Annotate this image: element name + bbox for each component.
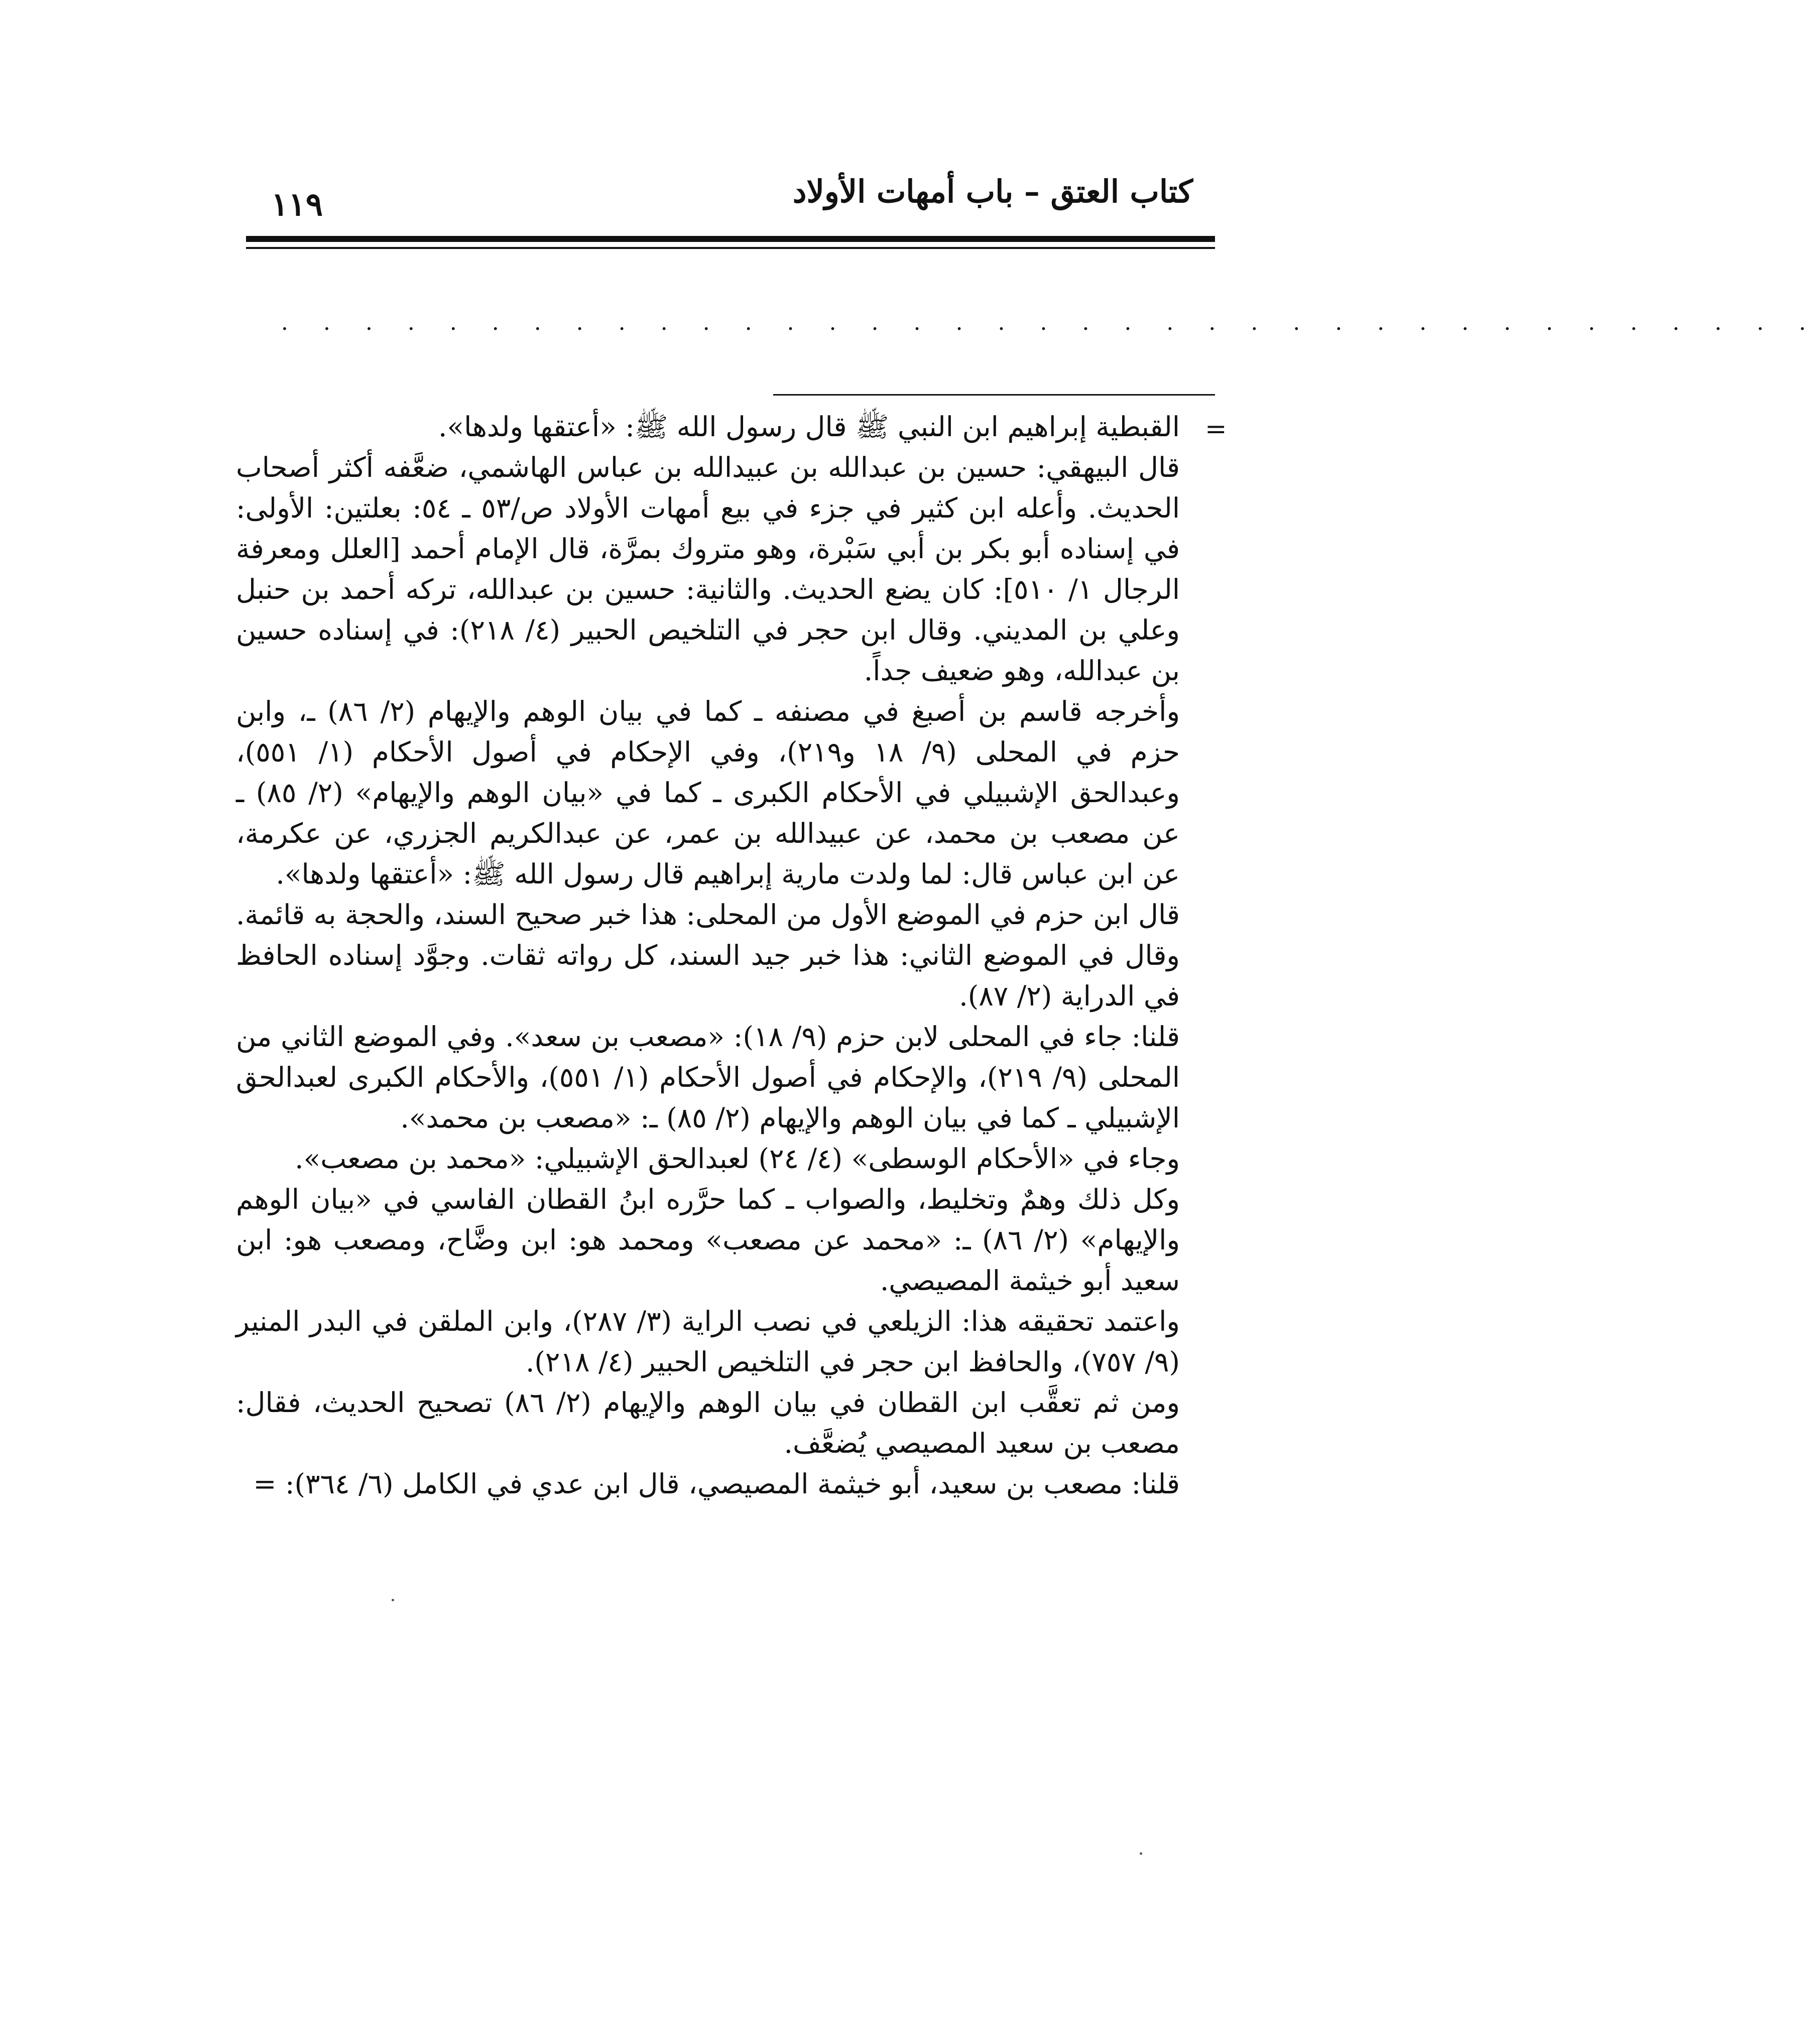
footnote-paragraph-7: وكل ذلك وهمٌ وتخليط، والصواب ـ كما حرَّره ابنُ القطان الفاسي في «بيان الوهم والإيهام» (٢/ ٨٦) ـ: «محمد عن مصعب» ومحمد هو: ابن وضَّاح، ومصعب هو: ابن سعيد أبو خيثمة المصيصي. [236,1183,1180,1297]
footnote-body [236,407,1180,1504]
footnote-rule [773,394,1215,396]
page-number: ١١٩ [271,186,323,223]
footnote-paragraph-8: واعتمد تحقيقه هذا: الزيلعي في نصب الراية (٣/ ٢٨٧)، وابن الملقن في البدر المنير (٩/ ٧٥٧)، والحافظ ابن حجر في التلخيص الحبير (٤/ ٢١٨). [236,1305,1180,1378]
footnote-paragraph-2: قال البيهقي: حسين بن عبدالله بن عبيدالله بن عباس الهاشمي، ضعَّفه أكثر أصحاب الحديث. وأعله ابن كثير في جزء في بيع أمهات الأولاد ص/٥٣ ـ ٥٤: بعلتين: الأولى: في إسناده أبو بكر بن أبي سَبْرة، وهو متروك بمرَّة، قال الإمام أحمد [العلل ومعرفة الرجال ١/ ٥١٠]: كان يضع الحديث. والثانية: حسين بن عبدالله، تركه أحمد بن حنبل وعلي بن المديني. وقال ابن حجر في التلخيص الحبير (٤/ ٢١٨): في إسناده حسين بن عبدالله، وهو ضعيف جداً. [236,451,1180,687]
footnote-paragraph-4: قال ابن حزم في الموضع الأول من المحلى: هذا خبر صحيح السند، والحجة به قائمة. وقال في الموضع الثاني: هذا خبر جيد السند، كل رواته ثقات. وجوَّد إسناده الحافظ في الدراية (٢/ ٨٧). [236,899,1180,1012]
footnote-paragraph-9: ومن ثم تعقَّب ابن القطان في بيان الوهم والإيهام (٢/ ٨٦) تصحيح الحديث، فقال: مصعب بن سعيد المصيصي يُضعَّف. [236,1386,1180,1459]
footnote-paragraph-1: القبطية إبراهيم ابن النبي ﷺ قال رسول الله ﷺ: «أعتقها ولدها». [438,411,1180,443]
footnote-paragraph-10: قلنا: مصعب بن سعيد، أبو خيثمة المصيصي، قال ابن عدي في الكامل (٦/ ٣٦٤): = [253,1468,1180,1500]
running-header-title: كتاب العتق – باب أمهات الأولاد [792,173,1193,210]
header-rule-thin [246,247,1215,249]
footnote-paragraph-3: وأخرجه قاسم بن أصبغ في مصنفه ـ كما في بيان الوهم والإيهام (٢/ ٨٦) ـ، وابن حزم في المحلى (٩/ ١٨ و٢١٩)، وفي الإحكام في أصول الأحكام (١/ ٥٥١)، وعبدالحق الإشبيلي في الأحكام الكبرى ـ كما في «بيان الوهم والإيهام» (٢/ ٨٥) ـ عن مصعب بن محمد، عن عبيدالله بن عمر، عن عبدالكريم الجزري، عن عكرمة، عن ابن عباس قال: لما ولدت مارية إبراهيم قال رسول الله ﷺ: «أعتقها ولدها». [236,695,1180,890]
scan-speck [392,1599,394,1601]
scan-speck-2 [1140,1852,1142,1855]
dotted-separator: · · · · · · · · · · · · · · · · · · · · · · · · · · · · · · · · · · · · · [281,316,1820,342]
footnote-continuation-mark: = [1205,414,1227,444]
footnote-paragraph-6: وجاء في «الأحكام الوسطى» (٤/ ٢٤) لعبدالحق الإشبيلي: «محمد بن مصعب». [295,1143,1180,1175]
footnote-paragraph-5: قلنا: جاء في المحلى لابن حزم (٩/ ١٨): «مصعب بن سعد». وفي الموضع الثاني من المحلى (٩/ ٢١٩)، والإحكام في أصول الأحكام (١/ ٥٥١)، والأحكام الكبرى لعبدالحق الإشبيلي ـ كما في بيان الوهم والإيهام (٢/ ٨٥) ـ: «مصعب بن محمد». [236,1021,1180,1134]
header-rule-thick [246,236,1215,242]
